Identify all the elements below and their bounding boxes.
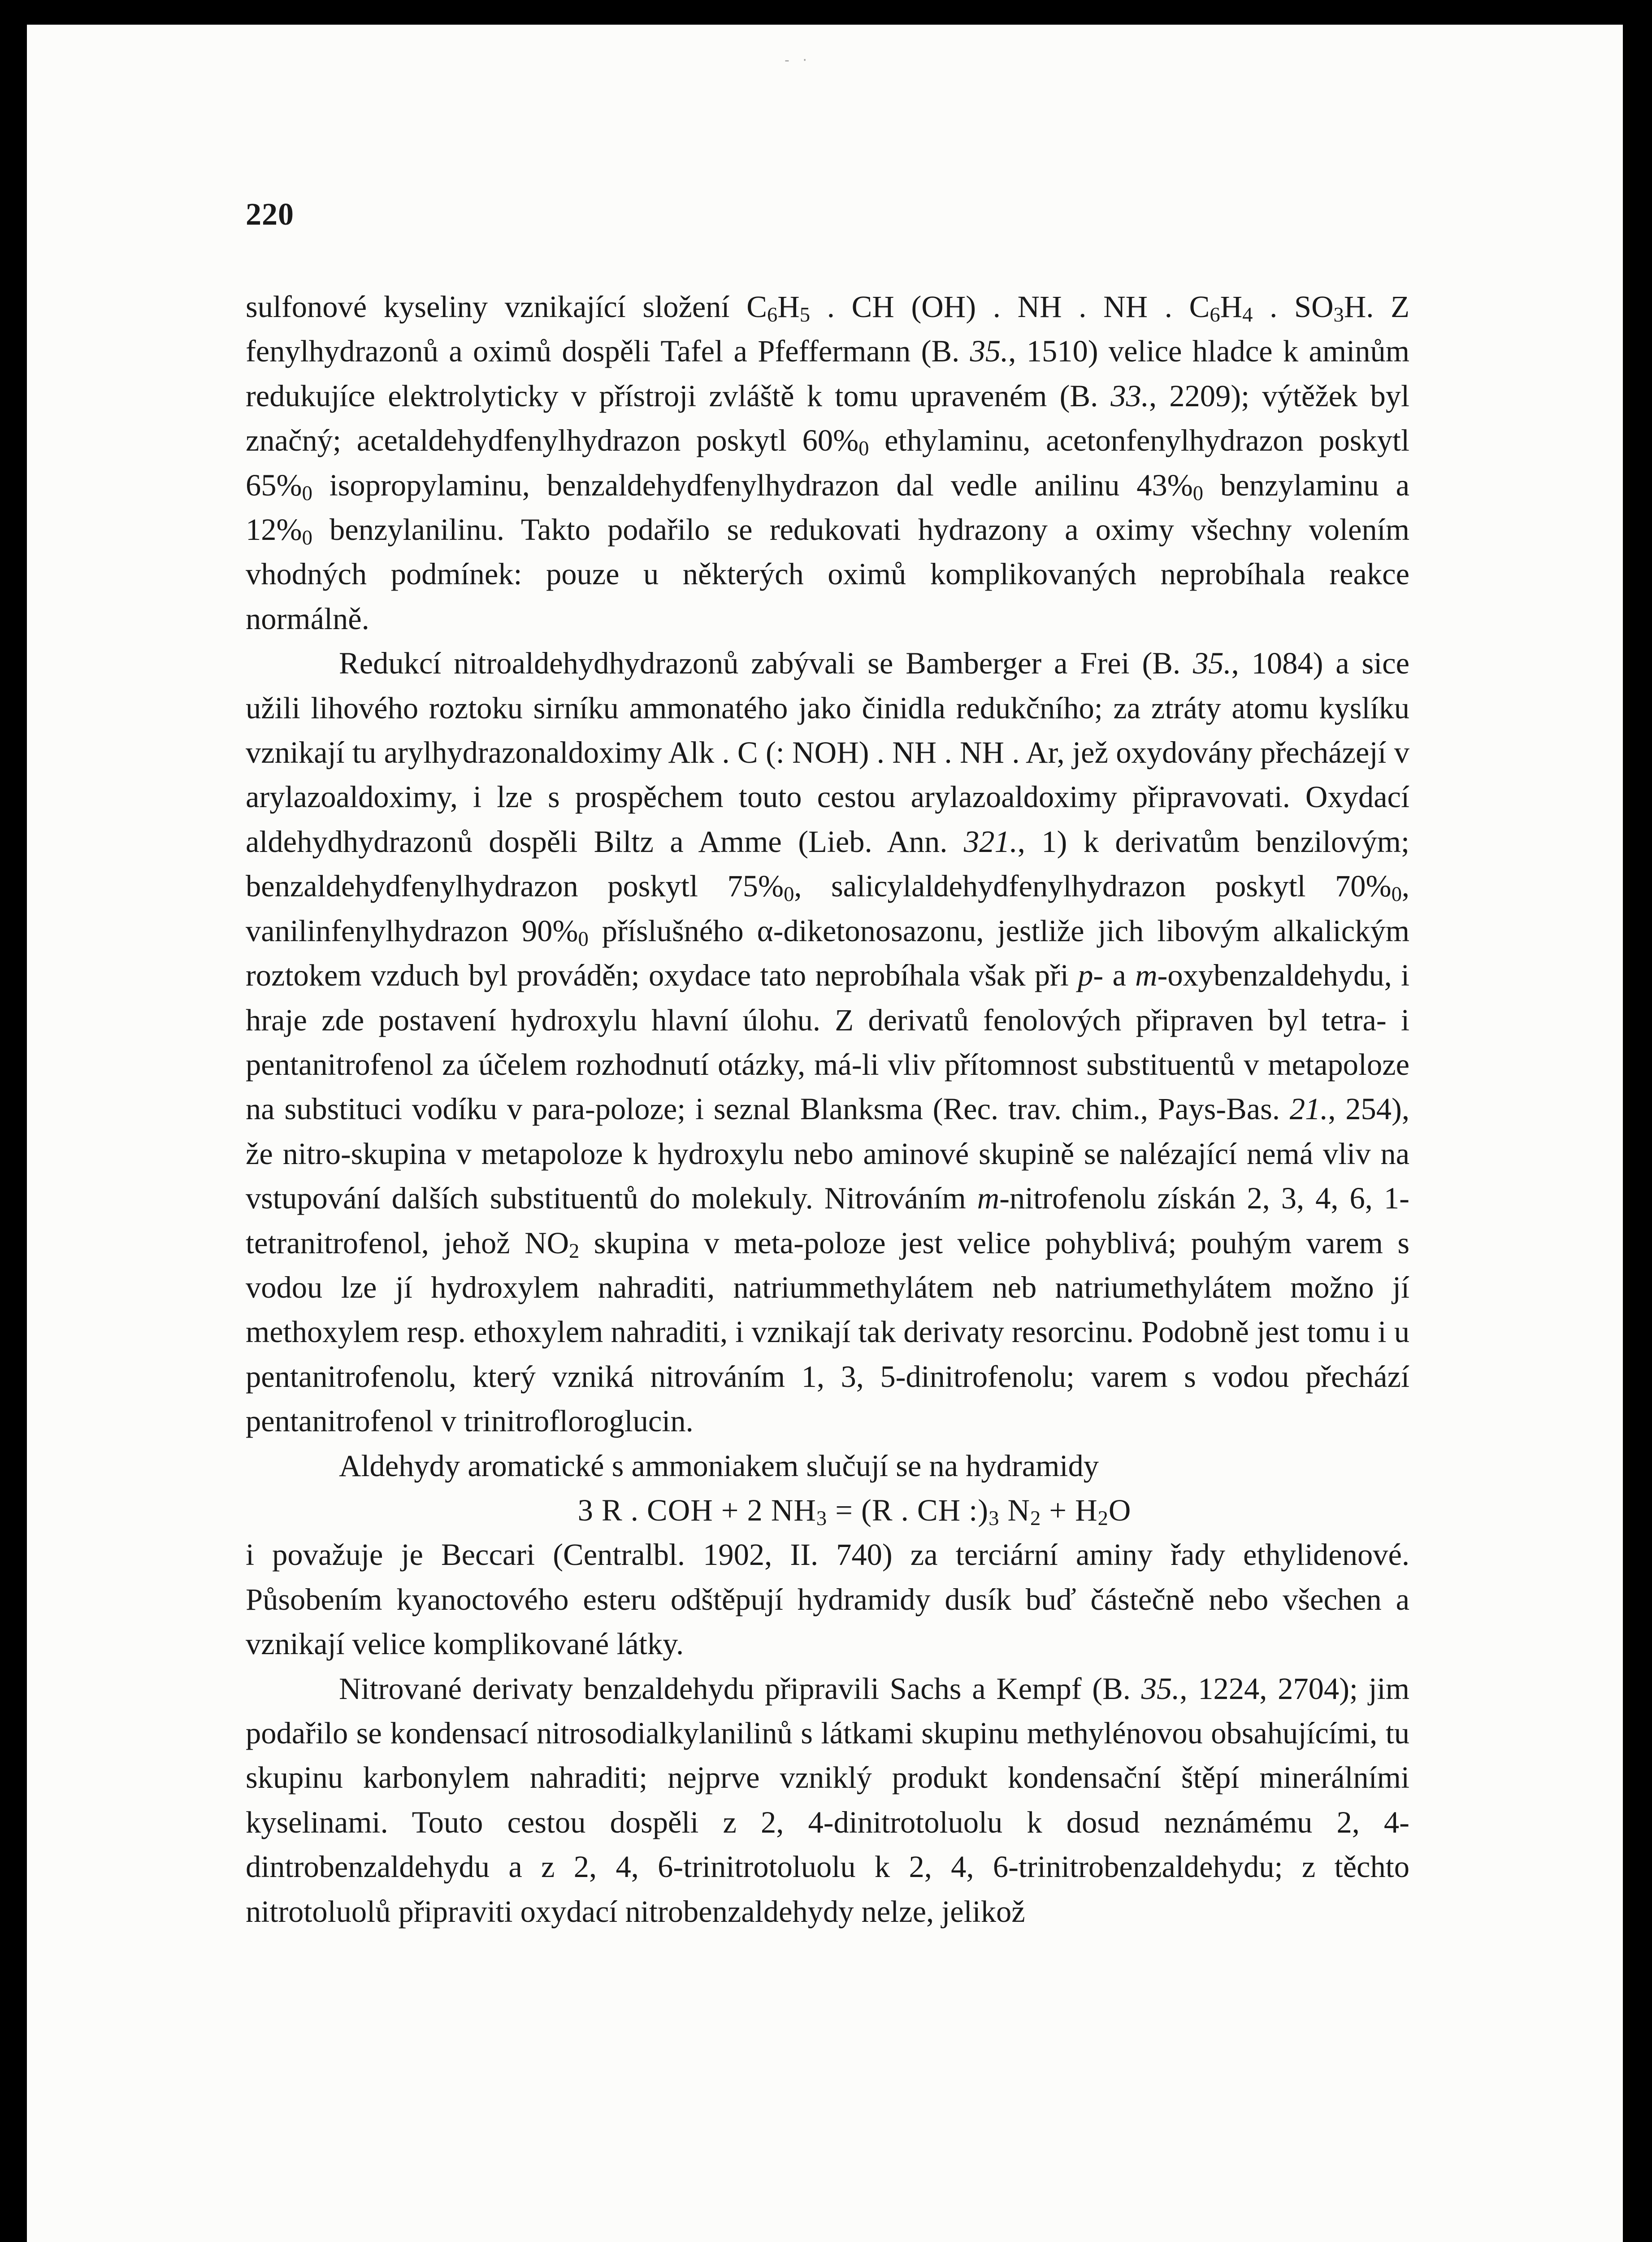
body-text [246, 285, 1409, 1934]
paragraph-nitroaldehydhydrazones: Redukcí nitroaldehydhydrazonů zabývali se Bamberger a Frei (B. 35., 1084) a sice užili lihového roztoku sirníku ammonatého jako činidla redukčního; za ztráty atomu kyslíku vznikají tu arylhydrazonaldoximy Alk . C (: NOH) . NH . NH . Ar, jež oxydovány přecházejí v arylazoaldoximy, i lze s prospěchem touto cestou arylazoaldoximy připravovati. Oxydací aldehydhydrazonů dospěli Biltz a Amme (Lieb. Ann. 321., 1) k derivatům benzilovým; benzaldehydfenylhydrazon poskytl $75\%_0$, salicylaldehydfenylhydrazon poskytl $70\%_0$, vanilinfenylhydrazon $90\%_0$ příslušného α-diketonosazonu, jestliže jich libovým alkalickým roztokem vzduch byl prováděn; oxydace tato neprobíhala však při p- a m-oxybenzaldehydu, i hraje zde postavení hydroxylu hlavní úlohu. Z derivatů fenolových připraven byl tetra- i pentanitrofenol za účelem rozhodnutí otázky, má-li vliv přítomnost substituentů v metapoloze na substituci vodíku v para-poloze; i seznal Blanksma (Rec. trav. chim., Pays-Bas. 21., 254), že nitro-skupina v metapoloze k hydroxylu nebo aminové skupině se nalézající nemá vliv na vstupování dalších substituentů do molekuly. Nitrováním m-nitrofenolu získán 2, 3, 4, 6, 1-tetranitrofenol, jehož $NO_2$ skupina v meta-poloze jest velice pohyblivá; pouhým varem s vodou lze jí hydroxylem nahraditi, natriummethylátem neb natriumethylátem možno jí methoxylem resp. ethoxylem nahraditi, i vznikají tak derivaty resorcinu. Podobně jest tomu i u pentanitrofenolu, který vzniká nitrováním 1, 3, 5-dinitrofenolu; varem s vodou přechází pentanitrofenol v trinitrofloroglucin. [246, 646, 1410, 1438]
paragraph-nitrobenzaldehydes: Nitrované derivaty benzaldehydu připravili Sachs a Kempf (B. 35., 1224, 2704); jim podařilo se kondensací nitrosodialkylanilinů s látkami skupinu methylénovou obsahujícími, tu skupinu karbonylem nahraditi; nejprve vzniklý produkt kondensační štěpí minerálními kyselinami. Touto cestou dospěli z 2, 4-dinitrotoluolu k dosud neznámému 2, 4-dintrobenzaldehydu a z 2, 4, 6-trinitrotoluolu k 2, 4, 6-trinitrobenzaldehydu; z těchto nitrotoluolů připraviti oxydací nitrobenzaldehydy nelze, jelikož [246, 1671, 1409, 1929]
paragraph-hydramides-intro: Aldehydy aromatické s ammoniakem slučují se na hydramidy [339, 1448, 1099, 1483]
page-number: 220 [246, 197, 294, 232]
book-page [27, 25, 1623, 2242]
paragraph-continuation: sulfonové kyseliny vznikající složení $C_6H_5$ . CH (OH) . NH . NH . $C_6H_4$ . $SO_3H$. Z fenylhydrazonů a oximů dospěli Tafel a Pfeffermann (B. 35., 1510) velice hladce k aminům redukujíce elektrolyticky v přístroji zvláště k tomu upraveném (B. 33., 2209); výtěžek byl značný; acetaldehydfenylhydrazon poskytl $60\%_0$ ethylaminu, acetonfenylhydrazon poskytl $65\%_0$ isopropylaminu, benzaldehydfenylhydrazon dal vedle anilinu $43\%_0$ benzylaminu a $12\%_0$ benzylanilinu. Takto podařilo se redukovati hydrazony a oximy všechny volením vhodných podmínek: pouze u některých oximů komplikovaných neprobíhala reakce normálně. [246, 290, 1410, 636]
paragraph-hydramides-beccari: i považuje je Beccari (Centralbl. 1902, II. 740) za terciární aminy řady ethylidenové. Působením kyanoctového esteru odštěpují hydramidy dusík buď částečně nebo všechen a vznikají velice komplikované látky. [246, 1538, 1409, 1661]
hydramide-equation: 3 R . COH + 2 $NH_3 = (R$ . CH $:)_3$ $N_2 + H_2O$ [577, 1493, 1132, 1530]
scan-speck: - · [785, 52, 811, 68]
